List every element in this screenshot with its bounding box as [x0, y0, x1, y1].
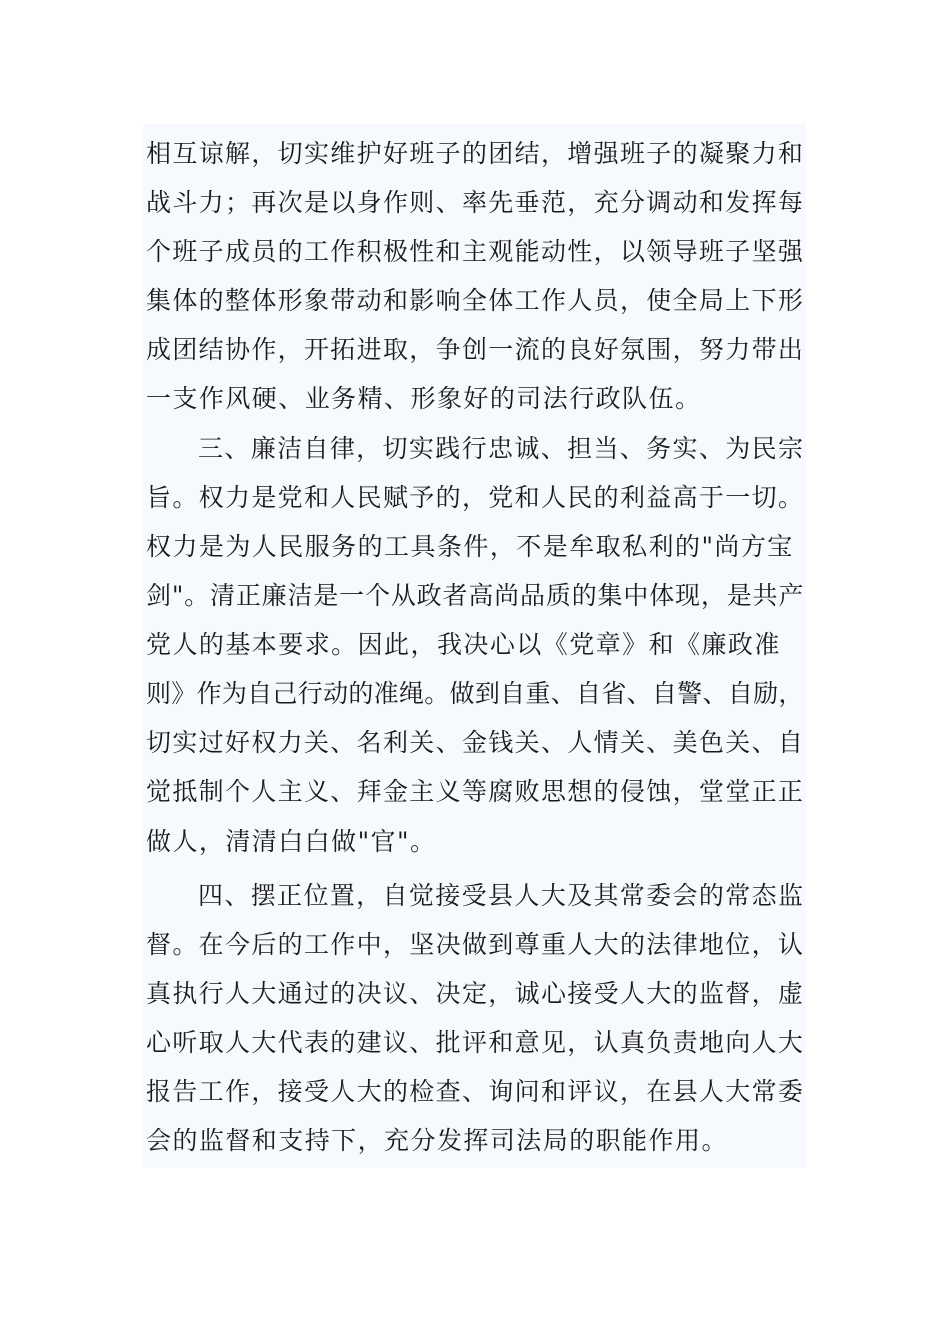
text-line: 报告工作，接受人大的检查、询问和评议，在县人大常委: [146, 1077, 805, 1106]
text-line: 会的监督和支持下，充分发挥司法局的职能作用。: [146, 1126, 728, 1155]
text-line: 四、摆正位置，自觉接受县人大及其常委会的常态监: [198, 881, 805, 910]
text-line: 觉抵制个人主义、拜金主义等腐败思想的侵蚀，堂堂正正: [146, 777, 805, 806]
text-line: 心听取人大代表的建议、批评和意见，认真负责地向人大: [146, 1028, 805, 1057]
text-line: 个班子成员的工作积极性和主观能动性，以领导班子坚强: [146, 237, 805, 266]
text-line: 真执行人大通过的决议、决定，诚心接受人大的监督，虚: [146, 979, 805, 1008]
text-line: 权力是为人民服务的工具条件，不是牟取私利的"尚方宝: [146, 532, 794, 561]
text-line: 切实过好权力关、名利关、金钱关、人情关、美色关、自: [146, 728, 805, 757]
text-line: 集体的整体形象带动和影响全体工作人员，使全局上下形: [146, 286, 805, 315]
text-line: 成团结协作，开拓进取，争创一流的良好氛围，努力带出: [146, 335, 805, 364]
text-line: 剑"。清正廉洁是一个从政者高尚品质的集中体现，是共产: [146, 581, 805, 610]
text-line: 做人，清清白白做"官"。: [146, 827, 437, 856]
text-line: 一支作风硬、业务精、形象好的司法行政队伍。: [146, 384, 702, 413]
document-body: [143, 124, 806, 1168]
text-line: 党人的基本要求。因此，我决心以《党章》和《廉政准: [146, 630, 781, 659]
text-line: 则》作为自己行动的准绳。做到自重、自省、自警、自励，: [146, 679, 804, 708]
text-line: 督。在今后的工作中，坚决做到尊重人大的法律地位，认: [146, 930, 805, 959]
text-line: 相互谅解，切实维护好班子的团结，增强班子的凝聚力和: [146, 139, 805, 168]
text-line: 三、廉洁自律，切实践行忠诚、担当、务实、为民宗: [198, 434, 805, 463]
text-line: 旨。权力是党和人民赋予的，党和人民的利益高于一切。: [146, 483, 805, 512]
text-line: 战斗力；再次是以身作则、率先垂范，充分调动和发挥每: [146, 188, 805, 217]
